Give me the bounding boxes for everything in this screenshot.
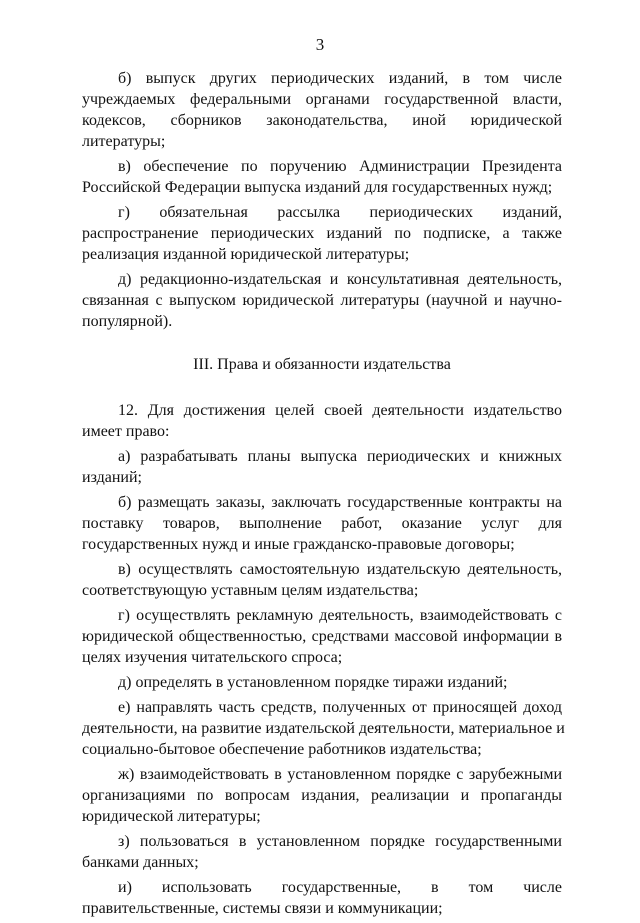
paragraph <box>82 400 562 442</box>
text-line: 12. Для достижения целей своей деятельности издательство <box>118 402 562 419</box>
paragraph <box>82 446 562 488</box>
section-intro-items <box>82 68 562 332</box>
document-body <box>82 68 565 923</box>
text-line: соответствующую уставным целям издательства; <box>82 582 419 599</box>
text-line: в) обеспечение по поручению Администрации Президента <box>118 158 562 175</box>
text-line: кодексов, сборников законодательства, иной юридической <box>82 112 562 129</box>
text-line: а) разрабатывать планы выпуска периодических и книжных <box>118 448 562 465</box>
text-line: в) осуществлять самостоятельную издательскую деятельность, <box>118 561 562 578</box>
paragraph <box>82 764 562 827</box>
text-line: деятельности, на развитие издательской деятельности, материальное и <box>82 720 565 737</box>
paragraph <box>82 269 562 332</box>
text-line: имеет право: <box>82 423 170 440</box>
text-line: д) определять в установленном порядке тиражи изданий; <box>118 674 508 691</box>
paragraph <box>82 672 562 693</box>
text-line: банками данных; <box>82 854 199 871</box>
text-line: з) пользоваться в установленном порядке государственными <box>118 833 562 850</box>
text-line: популярной). <box>82 313 173 330</box>
text-line: целях изучения читательского спроса; <box>82 649 343 666</box>
text-line: г) обязательная рассылка периодических изданий, <box>118 204 562 221</box>
text-line: литературы; <box>82 133 166 150</box>
page-number: 3 <box>315 35 325 54</box>
text-line: реализация изданной юридической литературы; <box>82 246 410 263</box>
paragraph <box>82 68 562 152</box>
text-line: и) использовать государственные, в том числе <box>118 879 562 896</box>
paragraph <box>82 831 562 873</box>
section-rights-items <box>82 400 565 919</box>
paragraph <box>82 877 562 919</box>
text-line: юридической литературы; <box>82 808 261 825</box>
paragraph <box>82 202 562 265</box>
text-line: б) выпуск других периодических изданий, в том числе <box>118 70 562 87</box>
text-line: б) размещать заказы, заключать государственные контракты на <box>118 494 562 511</box>
text-line: д) редакционно-издательская и консультативная деятельность, <box>118 271 562 288</box>
paragraph <box>82 156 562 198</box>
text-line: учреждаемых федеральными органами государственной власти, <box>82 91 562 108</box>
text-line: г) осуществлять рекламную деятельность, взаимодействовать с <box>118 607 562 624</box>
text-line: поставку товаров, выполнение работ, оказание услуг для <box>82 515 562 532</box>
text-line: е) направлять часть средств, полученных от приносящей доход <box>118 699 562 716</box>
text-line: изданий; <box>82 469 142 486</box>
text-line: юридической общественностью, средствами массовой информации в <box>82 628 562 645</box>
paragraph <box>82 559 562 601</box>
text-line: социально-бытовое обеспечение работников издательства; <box>82 741 482 758</box>
text-line: Российской Федерации выпуска изданий для государственных нужд; <box>82 179 553 196</box>
text-line: связанная с выпуском юридической литературы (научной и научно- <box>82 292 562 309</box>
text-line: распространение периодических изданий по подписке, а также <box>82 225 562 242</box>
paragraph <box>82 697 565 760</box>
text-line: государственных нужд и иные гражданско-правовые договоры; <box>82 536 515 553</box>
text-line: правительственные, системы связи и коммуникации; <box>82 900 443 917</box>
text-line: организациями по вопросам издания, реализации и пропаганды <box>82 787 562 804</box>
paragraph <box>82 605 562 668</box>
paragraph <box>82 492 562 555</box>
text-line: ж) взаимодействовать в установленном порядке с зарубежными <box>118 766 562 783</box>
section-heading: III. Права и обязанности издательства <box>193 356 451 373</box>
